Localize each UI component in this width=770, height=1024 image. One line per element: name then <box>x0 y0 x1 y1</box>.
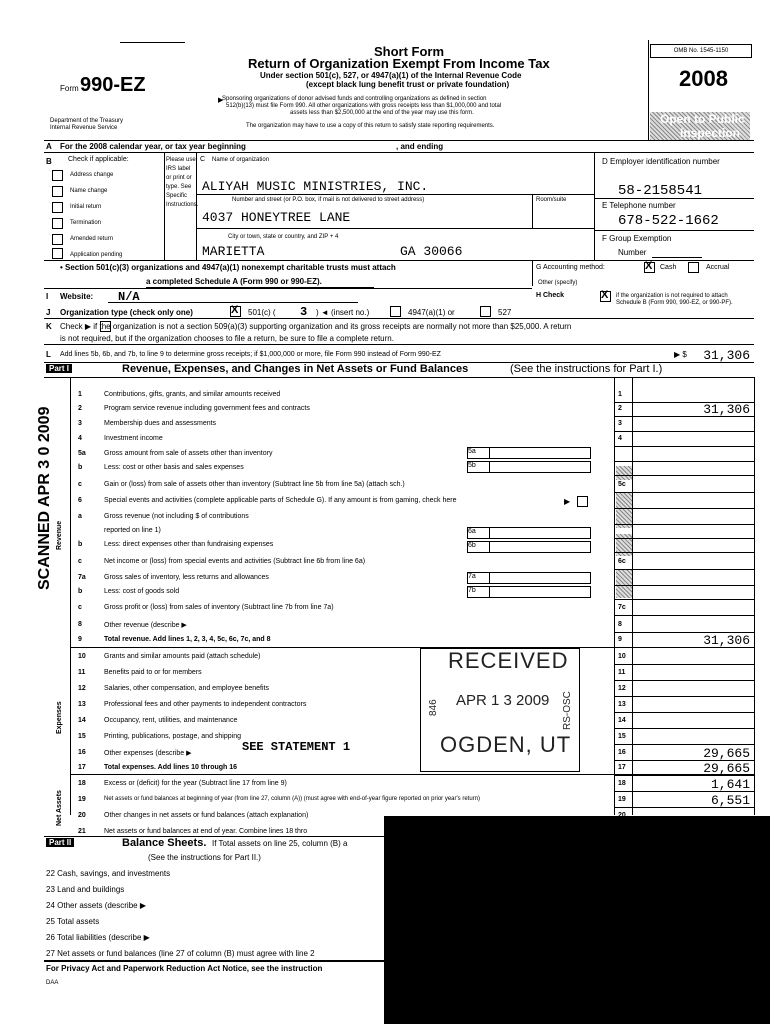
section-501-note-2: a completed Schedule A (Form 990 or 990-EZ). <box>146 277 322 286</box>
part2-line-23: 23 Land and buildings <box>46 885 125 894</box>
line-k-text: Check ▶ if the organization is not a section 509(a)(3) supporting organization and its gross receipts are normally not more than $25,000. A return <box>60 322 572 331</box>
ein-field[interactable]: 58-2158541 <box>618 183 703 199</box>
line-description: Total revenue. Add lines 1, 2, 3, 4, 5c, 6c, 7c, and 8 <box>104 636 271 643</box>
copy-note: The organization may have to use a copy of this return to satisfy state reporting requirements. <box>246 123 495 129</box>
part1-see-instructions: (See the instructions for Part I.) <box>510 363 663 375</box>
line-number: 8 <box>78 621 82 628</box>
line-description: Special events and activities (complete applicable parts of Schedule G). If any amount is from gaming, check here <box>104 497 457 504</box>
redaction-block <box>384 816 770 1024</box>
4947-label: 4947(a)(1) or <box>408 308 455 317</box>
row-divider <box>614 807 754 808</box>
line-description: Benefits paid to or for members <box>104 669 202 676</box>
check-if-applicable: Check if applicable: <box>68 156 129 163</box>
side-label-expenses: Expenses <box>56 701 63 734</box>
line-description: Net assets or fund balances at end of year. Combine lines 18 thro <box>104 828 308 835</box>
row-divider <box>614 524 754 525</box>
row-divider <box>614 696 754 697</box>
line-l-text: Add lines 5b, 6b, and 7b, to line 9 to determine gross receipts; if $1,000,000 or more, file Form 990 instead of Form 990-EZ <box>60 351 441 358</box>
sponsoring-1: Sponsoring organizations of donor advised funds and controlling organizations as defined in section <box>222 96 487 102</box>
line-description: Gross sales of inventory, less returns and allowances <box>104 574 269 581</box>
line-number: c <box>78 604 82 611</box>
501c-checkbox[interactable]: X <box>230 306 241 317</box>
row-divider <box>614 461 754 462</box>
part1-label: Part I <box>46 364 72 373</box>
accounting-method-label: G Accounting method: <box>536 264 605 271</box>
line-number: 14 <box>78 717 86 724</box>
line-description: Occupancy, rent, utilities, and maintenance <box>104 717 238 724</box>
group-exemption-number-label: Number <box>618 248 647 257</box>
line-description: Gross revenue (not including $ of contributions <box>104 513 249 520</box>
address-change-label: Address change <box>70 172 114 178</box>
box-6a: 6a <box>467 527 491 539</box>
line-box-number: 4 <box>618 435 622 442</box>
and-ending: , and ending <box>396 142 444 151</box>
line-number: 5a <box>78 450 86 457</box>
line-box-number: 11 <box>618 669 626 676</box>
shade-6 <box>616 492 632 528</box>
cash-checkbox[interactable]: X <box>644 262 655 273</box>
line-number: 1 <box>78 391 82 398</box>
line-number: 18 <box>78 780 86 787</box>
line-number: 15 <box>78 733 86 740</box>
street-label: Number and street (or P.O. box, if mail is not delivered to street address) <box>232 197 425 203</box>
form-number: 990-EZ <box>80 74 146 96</box>
state-zip-field[interactable]: GA 30066 <box>400 244 463 259</box>
sponsoring-3: assets less than $2,500,000 at the end of the year may use this form. <box>290 110 474 116</box>
box-5b: 5b <box>467 461 491 473</box>
street-field[interactable]: 4037 HONEYTREE LANE <box>202 210 351 225</box>
line-k-checkbox[interactable] <box>100 321 111 332</box>
form-subtitle: Return of Organization Exempt From Income Tax <box>248 56 550 71</box>
amount-7a[interactable] <box>489 572 591 584</box>
part2-line-26: 26 Total liabilities (describe ▶ <box>46 933 150 942</box>
line-box-number: 6c <box>618 558 626 565</box>
line-amount[interactable]: 31,306 <box>703 402 750 417</box>
part2-line-24: 24 Other assets (describe ▶ <box>46 901 146 910</box>
527-label: 527 <box>498 308 512 317</box>
line-description: Less: cost of goods sold <box>104 588 180 595</box>
line-box-number: 12 <box>618 685 626 692</box>
4947-checkbox[interactable] <box>390 306 401 317</box>
termination-checkbox[interactable] <box>52 218 63 229</box>
line-description: Grants and similar amounts paid (attach schedule) <box>104 653 261 660</box>
line-description: Contributions, gifts, grants, and similar amounts received <box>104 391 281 398</box>
other-specify-label: Other (specify) <box>538 280 578 286</box>
org-type-label: Organization type (check only one) <box>60 308 193 317</box>
org-name-label: Name of organization <box>212 157 270 163</box>
line-description: Other revenue (describe ▶ <box>104 622 187 629</box>
row-divider <box>614 416 754 417</box>
line-box-number: 19 <box>618 796 626 803</box>
side-label-net-assets: Net Assets <box>56 790 63 826</box>
accrual-checkbox[interactable] <box>688 262 699 273</box>
part2-label: Part II <box>46 838 74 847</box>
line-number: b <box>78 464 83 471</box>
gross-receipts-amount[interactable]: 31,306 <box>703 348 750 363</box>
line-number: b <box>78 541 83 548</box>
line-number: 19 <box>78 796 86 803</box>
gaming-checkbox[interactable] <box>577 496 588 507</box>
line-box-number: 3 <box>618 420 622 427</box>
except-note: (except black lung benefit trust or private foundation) <box>306 80 510 89</box>
ein-label: D Employer identification number <box>602 157 720 166</box>
line-amount[interactable]: 6,551 <box>710 793 750 808</box>
line-number: 6 <box>78 497 82 504</box>
line-box-number: 15 <box>618 733 626 740</box>
tax-year: 2008 <box>679 66 728 91</box>
side-label-revenue: Revenue <box>56 520 63 550</box>
part1-title: Revenue, Expenses, and Changes in Net Assets or Fund Balances <box>122 363 469 375</box>
address-change-checkbox[interactable] <box>52 170 63 181</box>
schedule-b-check-label: H Check <box>536 292 565 299</box>
name-change-label: Name change <box>70 188 108 194</box>
line-description: reported on line 1) <box>104 527 161 534</box>
part2-line-25: 25 Total assets <box>46 917 100 926</box>
line-description: Total expenses. Add lines 10 through 16 <box>104 764 238 771</box>
line-box-number: 9 <box>618 636 622 643</box>
shade-5 <box>616 466 632 480</box>
line-description: Program service revenue including government fees and contracts <box>104 405 310 412</box>
line-number: 7a <box>78 574 86 581</box>
line-amount[interactable]: 29,665 <box>703 761 750 776</box>
line-number: 12 <box>78 685 86 692</box>
line-description: Other changes in net assets or fund balances (attach explanation) <box>104 812 309 819</box>
line-k-text-2: is not required, but if the organization chooses to file a return, be sure to file a complete return. <box>60 334 394 343</box>
sponsoring-2: 512(b)(13) must file Form 990. All other organizations with gross receipts less than $1,000,000 and total <box>226 103 502 109</box>
received-code-left: 846 <box>428 699 439 716</box>
open-to-public: Open to Public <box>660 112 745 126</box>
line-box-number: 10 <box>618 653 626 660</box>
schedule-b-text: if the organization is not required to attach Schedule B (Form 990, 990-EZ, or 990-PF). <box>616 293 733 306</box>
org-name-field[interactable]: ALIYAH MUSIC MINISTRIES, INC. <box>202 179 429 194</box>
amount-6a[interactable] <box>489 527 591 539</box>
line-description: Salaries, other compensation, and employee benefits <box>104 685 269 692</box>
website-label: Website: <box>60 292 94 301</box>
line-description: Excess or (deficit) for the year (Subtract line 17 from line 9) <box>104 780 287 787</box>
line-number: c <box>78 558 82 565</box>
insert-no-label: ) ◄ (insert no.) <box>316 308 370 317</box>
line-box-number: 18 <box>618 780 626 787</box>
row-divider <box>614 712 754 713</box>
line-a-text: For the 2008 calendar year, or tax year beginning <box>60 142 246 151</box>
line-box-number: 5c <box>618 481 626 488</box>
box-7a: 7a <box>467 572 491 584</box>
line-number: 3 <box>78 420 82 427</box>
row-divider <box>614 728 754 729</box>
daa-label: DAA <box>46 980 59 986</box>
line-number: 2 <box>78 405 82 412</box>
received-place: OGDEN, UT <box>440 732 572 757</box>
row-divider <box>614 508 754 509</box>
line-box-number: 13 <box>618 701 626 708</box>
room-label: Room/suite <box>536 197 567 203</box>
line-description: Gross amount from sale of assets other than inventory <box>104 450 273 457</box>
under-section: Under section 501(c), 527, or 4947(a)(1) of the Internal Revenue Code <box>260 71 522 80</box>
line-number: 9 <box>78 636 82 643</box>
phone-field[interactable]: 678-522-1662 <box>618 213 719 229</box>
line-description: Less: cost or other basis and sales expenses <box>104 464 244 471</box>
accrual-label: Accrual <box>706 264 730 271</box>
see-statement-field[interactable]: SEE STATEMENT 1 <box>242 740 351 754</box>
line-description: Investment income <box>104 435 163 442</box>
received-text: RECEIVED <box>448 648 569 673</box>
amended-return-label: Amended return <box>70 236 114 242</box>
termination-label: Termination <box>70 220 102 226</box>
row-divider <box>614 744 754 745</box>
initial-return-checkbox[interactable] <box>52 202 63 213</box>
name-change-checkbox[interactable] <box>52 186 63 197</box>
cash-label: Cash <box>660 264 677 271</box>
row-divider <box>614 775 754 776</box>
527-checkbox[interactable] <box>480 306 491 317</box>
website-field[interactable]: N/A <box>118 290 140 304</box>
amount-6b[interactable] <box>489 541 591 553</box>
inspection: Inspection <box>680 126 741 140</box>
501c-label: 501(c) ( <box>248 308 276 317</box>
line-description: Gain or (loss) from sale of assets other than inventory (Subtract line 5b from line 5a) (attach sch.) <box>104 481 405 488</box>
line-box-number: 2 <box>618 405 622 412</box>
line-description: Less: direct expenses other than fundraising expenses <box>104 541 274 548</box>
line-number: 16 <box>78 749 86 756</box>
shade-7 <box>616 570 632 598</box>
line-number: 20 <box>78 812 86 819</box>
line-number: 4 <box>78 435 82 442</box>
received-date: APR 1 3 2009 <box>456 692 550 709</box>
omb-number: OMB No. 1545-1150 <box>650 44 752 58</box>
section-divider <box>70 647 754 648</box>
line-box-number: 17 <box>618 764 626 771</box>
line-box-number: 16 <box>618 749 626 756</box>
line-amount[interactable]: 1,641 <box>710 777 750 792</box>
row-divider <box>614 680 754 681</box>
line-box-number: 1 <box>618 391 622 398</box>
row-divider <box>614 791 754 792</box>
line-number: b <box>78 588 83 595</box>
amount-5b[interactable] <box>489 461 591 473</box>
row-divider <box>614 446 754 447</box>
row-divider <box>614 475 754 476</box>
please-use-label: Please use IRS label or print or type. See Specific Instructions. <box>166 157 199 208</box>
line-description: Membership dues and assessments <box>104 420 217 427</box>
box-5a: 5a <box>467 447 491 459</box>
section-divider <box>70 774 754 775</box>
scanned-stamp: SCANNED APR 3 0 2009 <box>36 406 53 590</box>
privacy-notice: For Privacy Act and Paperwork Reduction Act Notice, see the instruction <box>46 964 323 973</box>
dept-irs: Internal Revenue Service <box>50 125 118 131</box>
line-box-number: 14 <box>618 717 626 724</box>
row-divider <box>614 492 754 493</box>
row-divider <box>614 615 754 616</box>
line-number: 11 <box>78 669 86 676</box>
application-pending-label: Application pending <box>70 252 123 258</box>
phone-label: E Telephone number <box>602 201 676 210</box>
arrow-icon: ▶ <box>218 97 224 104</box>
amount-5a[interactable] <box>489 447 591 459</box>
section-501-note: • Section 501(c)(3) organizations and 4947(a)(1) nonexempt charitable trusts must attach <box>60 263 396 272</box>
line-description: Printing, publications, postage, and shipping <box>104 733 241 740</box>
line-number: 10 <box>78 653 86 660</box>
received-code-right: RS-OSC <box>562 691 573 730</box>
part2-see-instructions: (See the instructions for Part II.) <box>148 853 261 862</box>
box-6b: 6b <box>467 541 491 553</box>
amount-7b[interactable] <box>489 586 591 598</box>
row-divider <box>614 552 754 553</box>
row-divider <box>614 585 754 586</box>
row-divider <box>614 569 754 570</box>
city-label: City or town, state or country, and ZIP + 4 <box>228 234 339 240</box>
part2-title-rest: If Total assets on line 25, column (B) a <box>212 839 348 848</box>
form-label: Form <box>60 84 79 93</box>
line-description: Professional fees and other payments to independent contractors <box>104 701 307 708</box>
row-divider <box>614 538 754 539</box>
line-description: Gross profit or (loss) from sales of inventory (Subtract line 7b from line 7a) <box>104 604 334 611</box>
501c-number-field[interactable]: 3 <box>300 305 308 319</box>
form-title: Short Form <box>374 44 445 59</box>
line-number: 21 <box>78 828 86 835</box>
schedule-b-checkbox[interactable]: X <box>600 291 611 302</box>
line-amount[interactable]: 31,306 <box>703 633 750 648</box>
line-number: 17 <box>78 764 86 771</box>
arrow-icon: ▶ <box>564 497 571 506</box>
row-divider <box>614 664 754 665</box>
line-box-number: 8 <box>618 621 622 628</box>
line-description: Net assets or fund balances at beginning of year (from line 27, column (A)) (must agree with end-of-year figure reported on prior year's return) <box>104 796 480 802</box>
line-description: Net income or (loss) from special events and activities (Subtract line 6b from line 6a) <box>104 558 366 565</box>
part2-line-22: 22 Cash, savings, and investments <box>46 869 171 878</box>
initial-return-label: Initial return <box>70 204 102 210</box>
application-pending-checkbox[interactable] <box>52 248 63 259</box>
row-divider <box>614 599 754 600</box>
row-divider <box>614 431 754 432</box>
line-amount[interactable]: 29,665 <box>703 746 750 761</box>
amended-return-checkbox[interactable] <box>52 234 63 245</box>
line-number: 13 <box>78 701 86 708</box>
city-field[interactable]: MARIETTA <box>202 244 265 259</box>
line-number: c <box>78 481 82 488</box>
line-number: a <box>78 513 82 520</box>
part2-title: Balance Sheets. <box>122 837 207 849</box>
line-description: Other expenses (describe ▶ <box>104 750 192 757</box>
part2-line-27: 27 Net assets or fund balances (line 27 of column (B) must agree with line 2 <box>46 949 315 958</box>
group-exemption-label: F Group Exemption <box>602 234 672 243</box>
line-box-number: 7c <box>618 604 626 611</box>
dept-treasury: Department of the Treasury <box>50 118 124 124</box>
box-7b: 7b <box>467 586 491 598</box>
